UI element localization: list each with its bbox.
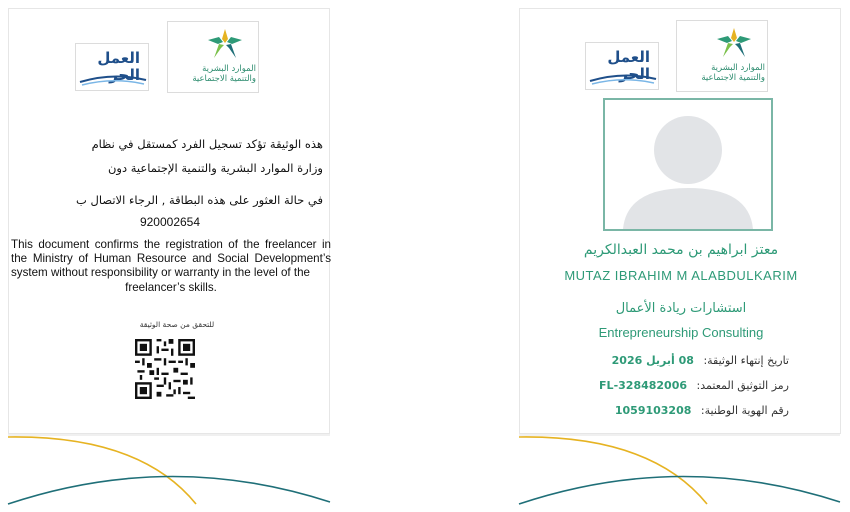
auth-code-value: FL-328482006	[599, 379, 688, 392]
freelance-logo-line1: العمل	[97, 49, 140, 67]
hrsd-logo	[167, 21, 259, 93]
expiry-row	[520, 354, 789, 367]
hrsd-logo	[676, 20, 768, 92]
back-ar-line2: وزارة الموارد البشرية والتنمية الإجتماعية دون	[107, 161, 323, 175]
auth-code-row	[520, 379, 789, 392]
expiry-value: 08 أبريل 2026	[611, 354, 694, 367]
back-en-paragraph	[11, 238, 331, 295]
card-back	[8, 8, 330, 434]
back-en-line1: This document confirms the registration of the freelancer	[11, 238, 317, 251]
qr-label: للتحقق من صحة الوثيقة	[139, 320, 215, 329]
qr-code[interactable]	[135, 339, 195, 399]
freelance-logo-line2: الحر	[109, 66, 140, 84]
contact-phone: 920002654	[139, 215, 201, 229]
holder-name-ar: معتز ابراهيم بن محمد العبدالكريم	[583, 242, 779, 258]
back-en-line3: system without responsibility or warranty in the level of the	[11, 266, 310, 280]
hrsd-logo-text: الموارد البشرية والتنمية الاجتماعية	[192, 64, 256, 84]
auth-code-label: رمز التوثيق المعتمد:	[696, 379, 789, 392]
back-ar-line1: هذه الوثيقة تؤكد تسجيل الفرد كمستقل في نظام	[91, 137, 323, 151]
national-id-label: رقم الهوية الوطنية:	[700, 404, 789, 417]
profile-photo	[603, 98, 773, 231]
freelance-swoosh-icon	[588, 71, 658, 85]
holder-name-en: MUTAZ IBRAHIM M ALABDULKARIM	[564, 268, 798, 283]
back-ar-line3: في حالة العثور على هذه البطاقة , الرجاء الاتصال ب	[76, 193, 323, 207]
national-id-row	[520, 404, 789, 417]
freelance-swoosh-icon	[78, 72, 148, 86]
expiry-label: تاريخ إنتهاء الوثيقة:	[703, 354, 789, 367]
hrsd-logo-text: الموارد البشرية والتنمية الاجتماعية	[701, 63, 765, 83]
decorative-curves	[0, 420, 850, 512]
hrsd-star-icon	[206, 27, 244, 61]
freelance-logo-line2: الحر	[619, 65, 650, 83]
card-front	[519, 8, 841, 434]
national-id-value: 1059103208	[614, 404, 692, 417]
freelance-logo	[75, 43, 149, 91]
freelance-logo	[585, 42, 659, 90]
activity-en: Entrepreneurship Consulting	[598, 325, 764, 340]
back-en-line4: freelancer’s skills.	[125, 280, 217, 294]
freelance-logo-line1: العمل	[607, 48, 650, 66]
back-en-line2: in the Ministry of Human Resource and Social Development’s	[11, 238, 331, 266]
avatar-placeholder-icon	[605, 100, 771, 229]
hrsd-star-icon	[715, 26, 753, 60]
activity-ar: استشارات ريادة الأعمال	[615, 301, 747, 316]
